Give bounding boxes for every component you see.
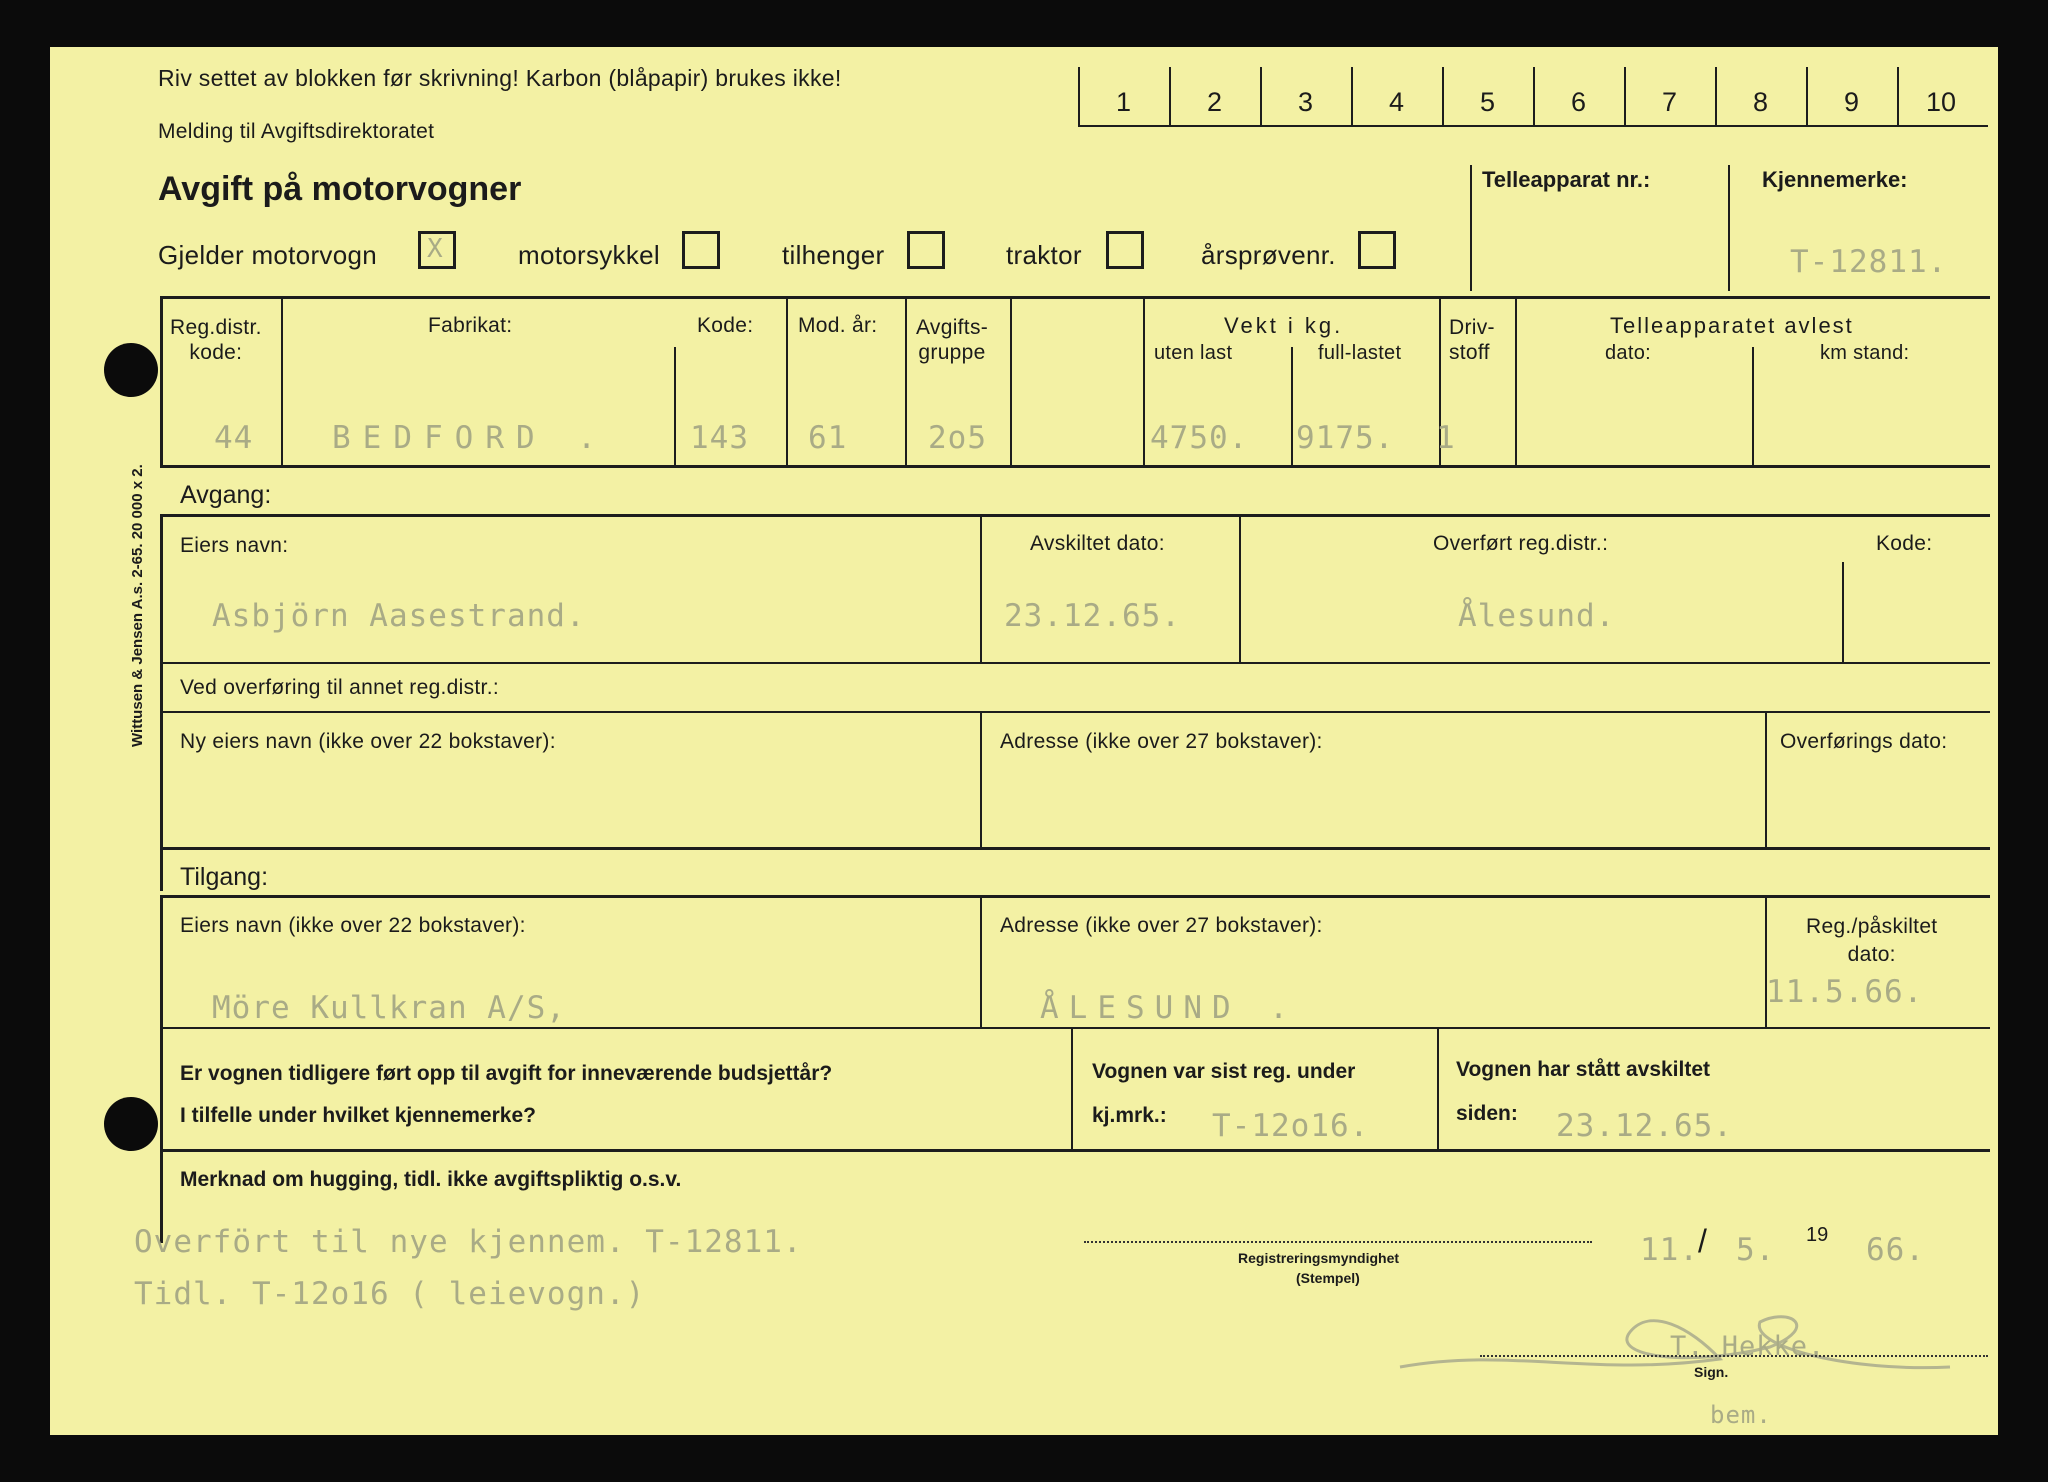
- avgang-overfort-label: Overført reg.distr.:: [1433, 532, 1609, 555]
- last-reg-value: T-12o16.: [1212, 1108, 1370, 1144]
- type-traktor-label: traktor: [1006, 240, 1082, 270]
- col-divider: [674, 347, 676, 465]
- transfer-new-owner-label: Ny eiers navn (ikke over 22 bokstaver):: [180, 730, 556, 753]
- punch-hole-top: [104, 343, 158, 397]
- transfer-bottom: [160, 847, 1990, 850]
- instruction-text: Riv settet av blokken før skrivning! Karbon (blåpapir) brukes ikke!: [158, 65, 842, 91]
- sign-label: Sign.: [1694, 1364, 1729, 1380]
- gruppe-value: 2o5: [928, 420, 987, 456]
- vehicle-table-top: [160, 296, 1990, 299]
- telleapparat-km-label: km stand:: [1820, 342, 1910, 364]
- modar-label: Mod. år:: [798, 314, 878, 337]
- number-divider: [1533, 67, 1535, 127]
- kode-value: 143: [690, 420, 749, 456]
- page-title: Avgift på motorvogner: [158, 170, 522, 208]
- checkbox-arsprovenr[interactable]: [1358, 231, 1396, 269]
- number-7: 7: [1662, 87, 1678, 117]
- number-3: 3: [1298, 87, 1314, 117]
- sign-line: [1480, 1355, 1988, 1357]
- tel-divider-left: [1470, 165, 1472, 291]
- last-reg-label-2: kj.mrk.:: [1092, 1104, 1167, 1127]
- telleapparat-label: Telleapparatet avlest: [1610, 313, 1854, 338]
- number-divider: [1078, 67, 1080, 127]
- applies-label: Gjelder motorvogn: [158, 240, 377, 270]
- number-9: 9: [1844, 87, 1860, 117]
- previous-question-2: I tilfelle under hvilket kjennemerke?: [180, 1104, 536, 1127]
- vekt-label: Vekt i kg.: [1224, 313, 1344, 338]
- checkbox-traktor[interactable]: [1106, 231, 1144, 269]
- tax-form-card: [50, 47, 1998, 1435]
- transfer-divider: [1765, 713, 1767, 847]
- avgiftsgruppe-label: Avgifts- gruppe: [916, 316, 989, 365]
- avgang-avskiltet-value: 23.12.65.: [1004, 598, 1181, 634]
- plate-value: T-12811.: [1790, 244, 1948, 280]
- number-divider: [1351, 67, 1353, 127]
- avgang-divider: [1842, 562, 1844, 662]
- tilgang-regdato-label: Reg./påskiltet dato:: [1806, 915, 1938, 967]
- full-lastet-label: full-lastet: [1318, 342, 1402, 364]
- remarks-line-1: Overfört til nye kjennem. T-12811.: [134, 1224, 803, 1260]
- tilgang-address-value: ÅLESUND .: [1040, 990, 1298, 1026]
- number-5: 5: [1480, 87, 1496, 117]
- uten-last-value: 4750.: [1150, 420, 1249, 456]
- regdistr-label: Reg.distr. kode:: [170, 316, 262, 365]
- footer-month: 5.: [1736, 1232, 1776, 1268]
- previous-bottom: [160, 1149, 1990, 1152]
- fabrikat-label: Fabrikat:: [428, 314, 513, 337]
- modar-value: 61: [808, 420, 848, 456]
- number-8: 8: [1753, 87, 1769, 117]
- kode-label: Kode:: [697, 314, 754, 337]
- registrering-label: Registreringsmyndighet: [1238, 1250, 1400, 1266]
- tel-divider-mid: [1728, 165, 1730, 291]
- telleapparat-dato-label: dato:: [1605, 342, 1651, 364]
- deregistered-value: 23.12.65.: [1556, 1108, 1733, 1144]
- transfer-divider: [980, 713, 982, 847]
- remarks-line-2: Tidl. T-12o16 ( leievogn.): [134, 1276, 646, 1312]
- recipient-text: Melding til Avgiftsdirektoratet: [158, 120, 435, 143]
- number-2: 2: [1207, 87, 1223, 117]
- fabrikat-value: BEDFORD .: [332, 420, 608, 456]
- motorvogn-mark: X: [427, 234, 444, 264]
- signer-name: T. Hekke.: [1670, 1331, 1826, 1362]
- avgang-section-label: Avgang:: [180, 481, 272, 509]
- col-divider: [281, 299, 283, 465]
- col-divider: [1010, 299, 1012, 465]
- deregistered-label-1: Vognen har stått avskiltet: [1456, 1058, 1711, 1081]
- type-tilhenger-label: tilhenger: [782, 240, 885, 270]
- previous-question-1: Er vognen tidligere ført opp til avgift for inneværende budsjettår?: [180, 1062, 833, 1085]
- footer-date-slash: /: [1698, 1223, 1707, 1259]
- tilgang-regdato-value: 11.5.66.: [1766, 974, 1924, 1010]
- footer-year-prefix: 19: [1806, 1224, 1829, 1246]
- tilgang-top: [160, 895, 1990, 898]
- avgang-overfort-value: Ålesund.: [1458, 598, 1616, 634]
- avgang-owner-label: Eiers navn:: [180, 534, 289, 557]
- transfer-date-label: Overførings dato:: [1780, 730, 1948, 753]
- tilgang-section-label: Tilgang:: [180, 863, 269, 891]
- tilgang-owner-value: Möre Kullkran A/S,: [212, 990, 566, 1026]
- previous-divider: [1071, 1029, 1073, 1149]
- number-divider: [1169, 67, 1171, 127]
- transfer-section-label: Ved overføring til annet reg.distr.:: [180, 676, 499, 699]
- remarks-label: Merknad om hugging, tidl. ikke avgiftspliktig o.s.v.: [180, 1168, 682, 1191]
- footer-day: 11.: [1640, 1232, 1699, 1268]
- printer-imprint: Wittusen & Jensen A.s. 2-65. 20 000 x 2.: [129, 464, 146, 747]
- checkbox-motorvogn[interactable]: [418, 231, 456, 269]
- tilgang-owner-label: Eiers navn (ikke over 22 bokstaver):: [180, 914, 526, 937]
- tilgang-divider: [980, 898, 982, 1027]
- avgang-divider: [1239, 517, 1241, 662]
- avgang-avskiltet-label: Avskiltet dato:: [1030, 532, 1165, 555]
- col-divider: [1752, 347, 1754, 465]
- full-lastet-value: 9175.: [1296, 420, 1395, 456]
- number-4: 4: [1389, 87, 1405, 117]
- avgang-divider: [980, 517, 982, 662]
- col-divider: [1143, 299, 1145, 465]
- number-10: 10: [1926, 87, 1957, 117]
- avgang-top: [160, 514, 1990, 517]
- bem-text: bem.: [1710, 1401, 1772, 1429]
- number-divider: [1442, 67, 1444, 127]
- type-arsprovenr-label: årsprøvenr.: [1201, 240, 1336, 270]
- stempel-label: (Stempel): [1296, 1270, 1360, 1286]
- tilgang-bottom: [160, 1027, 1990, 1029]
- vehicle-table-left: [160, 296, 163, 468]
- col-divider: [905, 299, 907, 465]
- checkbox-motorsykkel[interactable]: [682, 231, 720, 269]
- checkbox-tilhenger[interactable]: [907, 231, 945, 269]
- number-divider: [1806, 67, 1808, 127]
- footer-year-suffix: 66.: [1866, 1232, 1925, 1268]
- stamp-line: [1084, 1241, 1592, 1243]
- avgang-kode-label: Kode:: [1876, 532, 1933, 555]
- transfer-address-label: Adresse (ikke over 27 bokstaver):: [1000, 730, 1323, 753]
- previous-divider: [1437, 1029, 1439, 1149]
- type-motorsykkel-label: motorsykkel: [518, 240, 660, 270]
- vehicle-table-bottom: [160, 465, 1990, 468]
- last-reg-label-1: Vognen var sist reg. under: [1092, 1060, 1356, 1083]
- deregistered-label-2: siden:: [1456, 1102, 1518, 1125]
- telephone-label: Telleapparat nr.:: [1482, 167, 1651, 192]
- drivstoff-label: Driv- stoff: [1449, 316, 1495, 365]
- tilgang-address-label: Adresse (ikke over 27 bokstaver):: [1000, 914, 1323, 937]
- avgang-bottom: [160, 662, 1990, 664]
- punch-hole-bottom: [104, 1097, 158, 1151]
- drivstoff-value: 1: [1436, 420, 1456, 456]
- number-divider: [1260, 67, 1262, 127]
- avgang-left: [160, 514, 163, 891]
- col-divider: [1291, 347, 1293, 465]
- tilgang-left: [160, 895, 163, 1243]
- number-divider: [1624, 67, 1626, 127]
- uten-last-label: uten last: [1154, 342, 1233, 364]
- transfer-top: [160, 711, 1990, 713]
- col-divider: [786, 299, 788, 465]
- regdistr-value: 44: [214, 420, 254, 456]
- number-divider: [1897, 67, 1899, 127]
- number-divider: [1715, 67, 1717, 127]
- number-6: 6: [1571, 87, 1587, 117]
- avgang-owner-value: Asbjörn Aasestrand.: [212, 598, 586, 634]
- plate-label: Kjennemerke:: [1762, 167, 1908, 192]
- col-divider: [1515, 299, 1517, 465]
- number-1: 1: [1116, 87, 1132, 117]
